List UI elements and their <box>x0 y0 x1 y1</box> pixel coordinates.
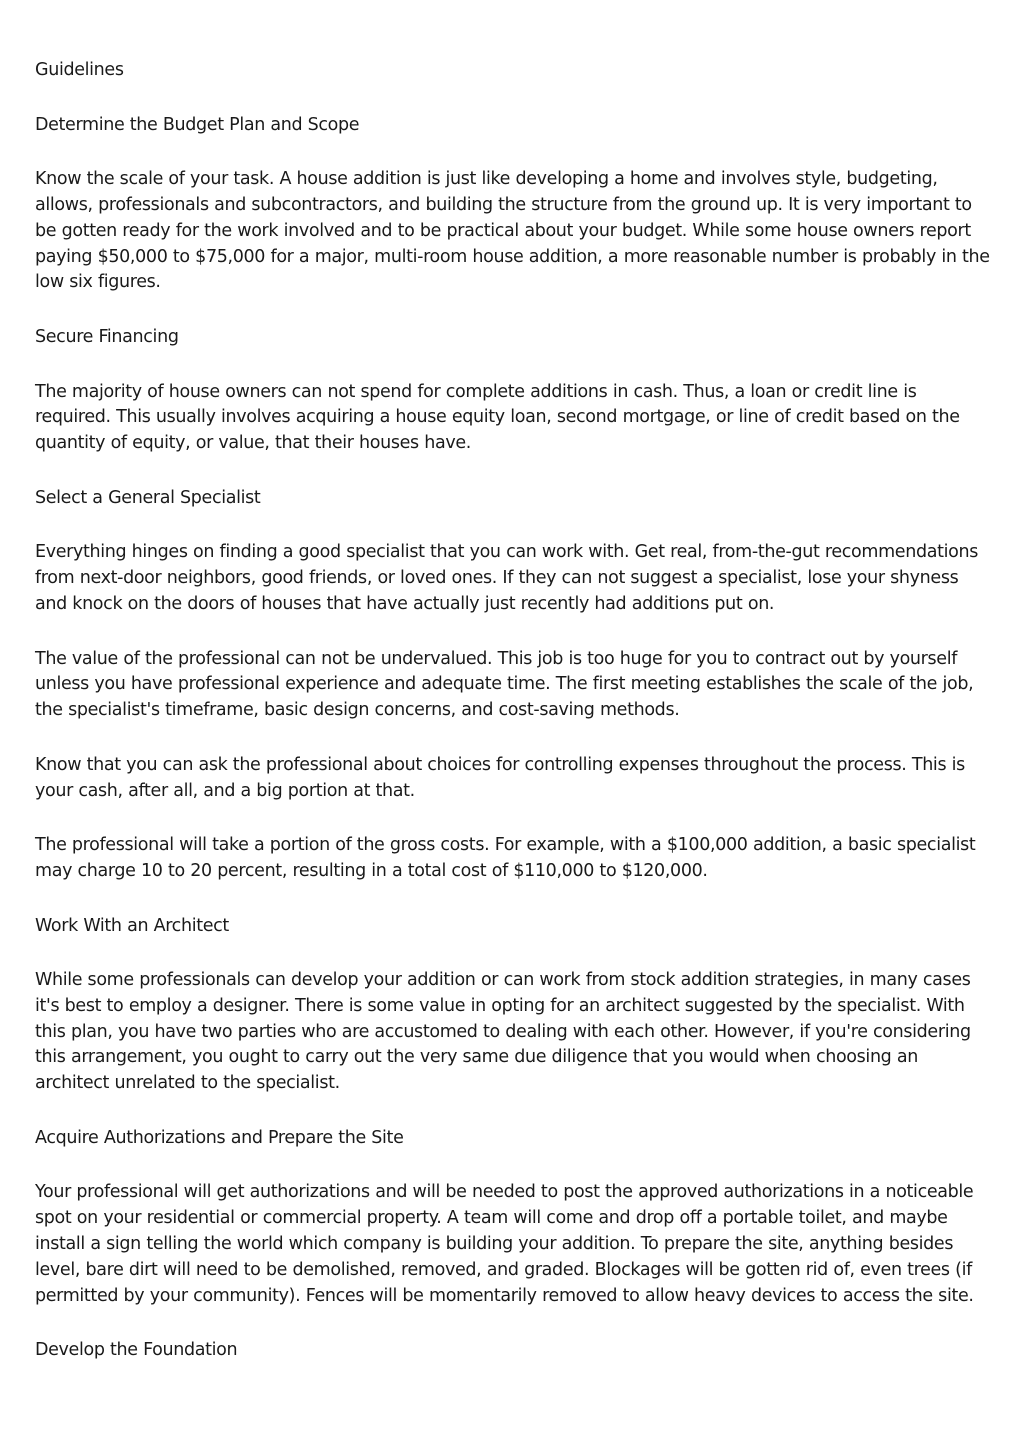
paragraph-secure-financing: The majority of house owners can not spend for complete additions in cash. Thus, a loan or credit line is required. This usually involves acquiring a house equity loan, second mortgage, or line of credit based on the quantity of equity, or value, that their houses have. <box>35 381 960 454</box>
heading-select-general-specialist: Select a General Specialist <box>35 487 261 508</box>
paragraph-finding-specialist: Everything hinges on finding a good specialist that you can work with. Get real, from-the-gut recommendations from next-door neighbors, good friends, or loved ones. If they can not suggest a specialist, lose your shyness and knock on the doors of houses that have actually just recently had additions put on. <box>35 542 978 614</box>
heading-develop-foundation: Develop the Foundation <box>35 1340 238 1361</box>
document-body <box>35 58 995 1393</box>
heading-secure-financing: Secure Financing <box>35 326 179 347</box>
heading-authorizations-prepare-site: Acquire Authorizations and Prepare the Site <box>35 1127 404 1148</box>
heading-budget-plan-scope: Determine the Budget Plan and Scope <box>35 114 360 135</box>
heading-guidelines: Guidelines <box>35 60 124 80</box>
paragraph-value-of-professional: The value of the professional can not be undervalued. This job is too huge for you to contract out by yourself unless you have professional experience and adequate time. The first meeting establishes the scale of the job, the specialist's timeframe, basic design concerns, and cost-saving methods. <box>35 648 974 721</box>
paragraph-work-with-architect: While some professionals can develop your addition or can work from stock addition strategies, in many cases it's best to employ a designer. There is some value in opting for an architect suggested by the specialist. With this plan, you have two parties who are accustomed to dealing with each other. However, if you're considering this arrangement, you ought to carry out the very same due diligence that you would when choosing an architect unrelated to the specialist. <box>35 970 971 1094</box>
paragraph-controlling-expenses: Know that you can ask the professional about choices for controlling expenses throughout the process. This is your cash, after all, and a big portion at that. <box>35 754 965 801</box>
paragraph-professional-fee: The professional will take a portion of the gross costs. For example, with a $100,000 addition, a basic specialist may charge 10 to 20 percent, resulting in a total cost of $110,000 to $120,000. <box>35 835 976 881</box>
heading-work-with-architect: Work With an Architect <box>35 915 229 936</box>
paragraph-budget-plan-scope: Know the scale of your task. A house addition is just like developing a home and involves style, budgeting, allows, professionals and subcontractors, and building the structure from the ground up. It is very important to be gotten ready for the work involved and to be practical about your budget. While some house owners report paying $50,000 to $75,000 for a major, multi-room house addition, a more reasonable number is probably in the low six figures. <box>35 169 990 293</box>
paragraph-authorizations-prepare-site: Your professional will get authorizations and will be needed to post the approved authorizations in a noticeable spot on your residential or commercial property. A team will come and drop off a portable toilet, and maybe install a sign telling the world which company is building your addition. To prepare the site, anything besides level, bare dirt will need to be demolished, removed, and graded. Blockages will be gotten rid of, even trees (if permitted by your community). Fences will be momentarily removed to allow heavy devices to access the site. <box>35 1182 974 1306</box>
